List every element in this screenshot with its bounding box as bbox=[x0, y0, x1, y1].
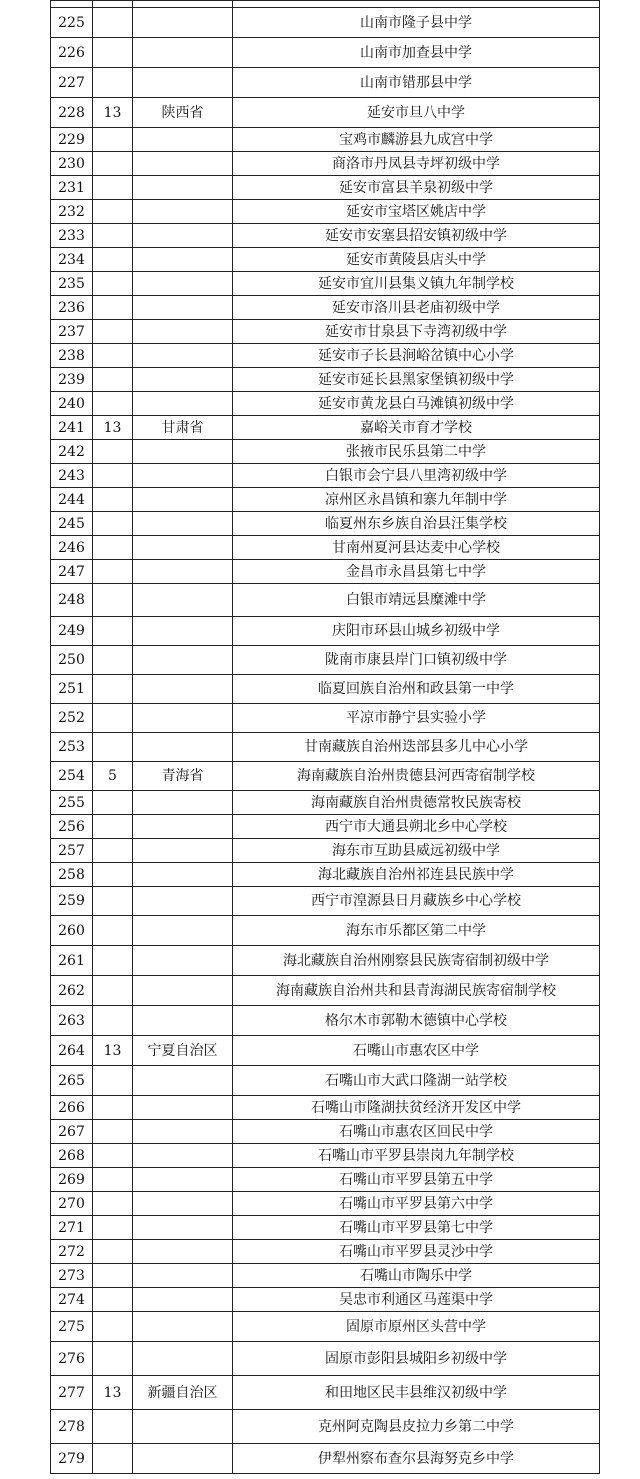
table-row bbox=[51, 1216, 600, 1240]
province-cell bbox=[133, 536, 233, 560]
quota-count-cell: 13 bbox=[93, 1376, 133, 1410]
table-row bbox=[51, 128, 600, 152]
school-name-cell: 庆阳市环县山城乡初级中学 bbox=[233, 617, 600, 646]
province-cell bbox=[133, 224, 233, 248]
school-name-cell: 石嘴山市大武口隆湖一站学校 bbox=[233, 1066, 600, 1096]
school-name-cell: 石嘴山市惠农区中学 bbox=[233, 1036, 600, 1066]
table-row bbox=[51, 1444, 600, 1474]
province-cell bbox=[133, 200, 233, 224]
province-cell bbox=[133, 887, 233, 916]
province-cell bbox=[133, 1168, 233, 1192]
quota-count-cell bbox=[93, 733, 133, 762]
province-cell bbox=[133, 488, 233, 512]
school-name-cell: 石嘴山市隆湖扶贫经济开发区中学 bbox=[233, 1096, 600, 1120]
table-row bbox=[51, 536, 600, 560]
table-row bbox=[51, 1240, 600, 1264]
province-cell bbox=[133, 675, 233, 704]
province-cell bbox=[133, 1444, 233, 1474]
province-cell bbox=[133, 1342, 233, 1376]
table-row bbox=[51, 704, 600, 733]
table-row bbox=[51, 224, 600, 248]
table-row bbox=[51, 584, 600, 617]
school-name-cell: 吴忠市利通区马莲渠中学 bbox=[233, 1288, 600, 1312]
table-row bbox=[51, 68, 600, 98]
school-name-cell: 石嘴山市惠农区回民中学 bbox=[233, 1120, 600, 1144]
school-name-cell bbox=[233, 1, 600, 8]
row-number-cell: 249 bbox=[51, 617, 93, 646]
table-row bbox=[51, 98, 600, 128]
school-name-cell: 延安市子长县涧峪岔镇中心小学 bbox=[233, 344, 600, 368]
row-number-cell: 239 bbox=[51, 368, 93, 392]
province-cell bbox=[133, 1288, 233, 1312]
province-cell bbox=[133, 946, 233, 976]
row-number-cell: 266 bbox=[51, 1096, 93, 1120]
row-number-cell: 225 bbox=[51, 8, 93, 38]
row-number-cell: 237 bbox=[51, 320, 93, 344]
table-row bbox=[51, 839, 600, 863]
school-name-cell: 海南藏族自治州贵德县河西寄宿制学校 bbox=[233, 762, 600, 791]
province-cell bbox=[133, 512, 233, 536]
quota-count-cell bbox=[93, 1240, 133, 1264]
school-name-cell: 临夏回族自治州和政县第一中学 bbox=[233, 675, 600, 704]
school-name-cell: 延安市宝塔区姚店中学 bbox=[233, 200, 600, 224]
quota-count-cell bbox=[93, 68, 133, 98]
school-name-cell: 石嘴山市平罗县第六中学 bbox=[233, 1192, 600, 1216]
table-row bbox=[51, 1342, 600, 1376]
school-name-cell: 固原市原州区头营中学 bbox=[233, 1312, 600, 1342]
row-number-cell: 262 bbox=[51, 976, 93, 1006]
table-row bbox=[51, 272, 600, 296]
quota-count-cell bbox=[93, 1216, 133, 1240]
school-name-cell: 临夏州东乡族自治县汪集学校 bbox=[233, 512, 600, 536]
table-row bbox=[51, 344, 600, 368]
quota-count-cell bbox=[93, 1096, 133, 1120]
quota-count-cell bbox=[93, 976, 133, 1006]
quota-count-cell bbox=[93, 1120, 133, 1144]
table-row bbox=[51, 733, 600, 762]
school-name-cell: 嘉峪关市育才学校 bbox=[233, 416, 600, 440]
quota-count-cell bbox=[93, 1006, 133, 1036]
quota-count-cell bbox=[93, 152, 133, 176]
table-row bbox=[51, 762, 600, 791]
quota-count-cell bbox=[93, 863, 133, 887]
quota-count-cell bbox=[93, 464, 133, 488]
province-cell: 新疆自治区 bbox=[133, 1376, 233, 1410]
school-name-cell: 海北藏族自治州刚察县民族寄宿制初级中学 bbox=[233, 946, 600, 976]
quota-count-cell: 13 bbox=[93, 416, 133, 440]
row-number-cell: 261 bbox=[51, 946, 93, 976]
quota-count-cell bbox=[93, 392, 133, 416]
quota-count-cell bbox=[93, 368, 133, 392]
province-cell bbox=[133, 1312, 233, 1342]
quota-count-cell bbox=[93, 1192, 133, 1216]
row-number-cell: 245 bbox=[51, 512, 93, 536]
table-row bbox=[51, 646, 600, 675]
row-number-cell: 255 bbox=[51, 791, 93, 815]
school-name-cell: 延安市延长县黑家堡镇初级中学 bbox=[233, 368, 600, 392]
quota-count-cell bbox=[93, 646, 133, 675]
table-row bbox=[51, 248, 600, 272]
table-row bbox=[51, 1312, 600, 1342]
school-name-cell: 延安市洛川县老庙初级中学 bbox=[233, 296, 600, 320]
school-name-cell: 海东市互助县威远初级中学 bbox=[233, 839, 600, 863]
table-row bbox=[51, 1168, 600, 1192]
row-number-cell: 264 bbox=[51, 1036, 93, 1066]
row-number-cell: 260 bbox=[51, 916, 93, 946]
school-name-cell: 山南市错那县中学 bbox=[233, 68, 600, 98]
school-name-cell: 石嘴山市平罗县第七中学 bbox=[233, 1216, 600, 1240]
province-cell bbox=[133, 976, 233, 1006]
row-number-cell: 277 bbox=[51, 1376, 93, 1410]
province-cell bbox=[133, 1, 233, 8]
quota-count-cell bbox=[93, 440, 133, 464]
row-number-cell: 238 bbox=[51, 344, 93, 368]
row-number-cell: 240 bbox=[51, 392, 93, 416]
province-cell bbox=[133, 704, 233, 733]
table-row bbox=[51, 617, 600, 646]
province-cell bbox=[133, 1066, 233, 1096]
province-cell bbox=[133, 176, 233, 200]
row-number-cell: 256 bbox=[51, 815, 93, 839]
province-cell: 宁夏自治区 bbox=[133, 1036, 233, 1066]
province-cell bbox=[133, 128, 233, 152]
table-row bbox=[51, 1036, 600, 1066]
table-body bbox=[51, 1, 600, 1474]
table-row bbox=[51, 440, 600, 464]
table-row bbox=[51, 368, 600, 392]
row-number-cell: 244 bbox=[51, 488, 93, 512]
quota-count-cell bbox=[93, 584, 133, 617]
table-row bbox=[51, 815, 600, 839]
school-name-cell: 海南藏族自治州共和县青海湖民族寄宿制学校 bbox=[233, 976, 600, 1006]
table-row bbox=[51, 946, 600, 976]
table-row bbox=[51, 320, 600, 344]
school-name-cell: 平凉市静宁县实验小学 bbox=[233, 704, 600, 733]
row-number-cell: 248 bbox=[51, 584, 93, 617]
province-cell bbox=[133, 1410, 233, 1444]
province-cell bbox=[133, 584, 233, 617]
table-row bbox=[51, 1144, 600, 1168]
row-number-cell: 270 bbox=[51, 1192, 93, 1216]
province-cell bbox=[133, 248, 233, 272]
province-cell bbox=[133, 272, 233, 296]
province-cell bbox=[133, 815, 233, 839]
school-name-cell: 海北藏族自治州祁连县民族中学 bbox=[233, 863, 600, 887]
row-number-cell: 268 bbox=[51, 1144, 93, 1168]
school-name-cell: 陇南市康县岸门口镇初级中学 bbox=[233, 646, 600, 675]
quota-count-cell bbox=[93, 815, 133, 839]
row-number-cell: 228 bbox=[51, 98, 93, 128]
quota-count-cell bbox=[93, 1, 133, 8]
province-cell bbox=[133, 1192, 233, 1216]
quota-count-cell bbox=[93, 791, 133, 815]
table-row bbox=[51, 1410, 600, 1444]
row-number-cell: 278 bbox=[51, 1410, 93, 1444]
quota-count-cell bbox=[93, 946, 133, 976]
quota-count-cell bbox=[93, 320, 133, 344]
school-name-cell: 宝鸡市麟游县九成宫中学 bbox=[233, 128, 600, 152]
quota-count-cell bbox=[93, 128, 133, 152]
school-name-cell: 石嘴山市平罗县第五中学 bbox=[233, 1168, 600, 1192]
school-name-cell: 伊犁州察布查尔县海努克乡中学 bbox=[233, 1444, 600, 1474]
table-row bbox=[51, 296, 600, 320]
school-name-cell: 甘南藏族自治州迭部县多儿中心小学 bbox=[233, 733, 600, 762]
table-row bbox=[51, 512, 600, 536]
table-row bbox=[51, 675, 600, 704]
school-name-cell: 海东市乐都区第二中学 bbox=[233, 916, 600, 946]
row-number-cell: 259 bbox=[51, 887, 93, 916]
province-cell bbox=[133, 1240, 233, 1264]
province-cell bbox=[133, 320, 233, 344]
table-row bbox=[51, 1096, 600, 1120]
quota-count-cell bbox=[93, 248, 133, 272]
table-row bbox=[51, 791, 600, 815]
quota-count-cell bbox=[93, 38, 133, 68]
school-name-cell: 延安市旦八中学 bbox=[233, 98, 600, 128]
row-number-cell: 263 bbox=[51, 1006, 93, 1036]
row-number-cell: 234 bbox=[51, 248, 93, 272]
quota-count-cell bbox=[93, 344, 133, 368]
row-number-cell: 250 bbox=[51, 646, 93, 675]
school-name-cell: 和田地区民丰县维汉初级中学 bbox=[233, 1376, 600, 1410]
table-row bbox=[51, 1, 600, 8]
quota-count-cell bbox=[93, 536, 133, 560]
quota-count-cell bbox=[93, 8, 133, 38]
table-row bbox=[51, 887, 600, 916]
row-number-cell: 236 bbox=[51, 296, 93, 320]
row-number-cell: 269 bbox=[51, 1168, 93, 1192]
row-number-cell: 252 bbox=[51, 704, 93, 733]
row-number-cell: 232 bbox=[51, 200, 93, 224]
province-cell bbox=[133, 8, 233, 38]
school-name-cell: 山南市加查县中学 bbox=[233, 38, 600, 68]
school-name-cell: 格尔木市郭勒木德镇中心学校 bbox=[233, 1006, 600, 1036]
quota-count-cell bbox=[93, 272, 133, 296]
row-number-cell: 241 bbox=[51, 416, 93, 440]
row-number-cell: 274 bbox=[51, 1288, 93, 1312]
school-name-cell: 白银市会宁县八里湾初级中学 bbox=[233, 464, 600, 488]
school-name-cell: 石嘴山市平罗县灵沙中学 bbox=[233, 1240, 600, 1264]
quota-count-cell bbox=[93, 1342, 133, 1376]
province-cell bbox=[133, 368, 233, 392]
quota-count-cell bbox=[93, 916, 133, 946]
row-number-cell: 276 bbox=[51, 1342, 93, 1376]
row-number-cell: 267 bbox=[51, 1120, 93, 1144]
row-number-cell: 254 bbox=[51, 762, 93, 791]
table-row bbox=[51, 176, 600, 200]
table-row bbox=[51, 1006, 600, 1036]
quota-count-cell: 5 bbox=[93, 762, 133, 791]
province-cell bbox=[133, 392, 233, 416]
row-number-cell: 226 bbox=[51, 38, 93, 68]
quota-count-cell bbox=[93, 1444, 133, 1474]
quota-count-cell bbox=[93, 512, 133, 536]
row-number-cell: 251 bbox=[51, 675, 93, 704]
row-number-cell: 275 bbox=[51, 1312, 93, 1342]
quota-count-cell bbox=[93, 1066, 133, 1096]
province-cell bbox=[133, 1120, 233, 1144]
school-name-cell: 山南市隆子县中学 bbox=[233, 8, 600, 38]
school-name-cell: 张掖市民乐县第二中学 bbox=[233, 440, 600, 464]
province-cell: 陕西省 bbox=[133, 98, 233, 128]
school-name-cell: 西宁市大通县朔北乡中心学校 bbox=[233, 815, 600, 839]
province-cell bbox=[133, 791, 233, 815]
quota-count-cell bbox=[93, 1410, 133, 1444]
table-row bbox=[51, 464, 600, 488]
province-cell bbox=[133, 1216, 233, 1240]
row-number-cell: 242 bbox=[51, 440, 93, 464]
province-cell bbox=[133, 464, 233, 488]
row-number-cell: 247 bbox=[51, 560, 93, 584]
table-row bbox=[51, 38, 600, 68]
school-name-cell: 石嘴山市平罗县崇岗九年制学校 bbox=[233, 1144, 600, 1168]
province-cell bbox=[133, 38, 233, 68]
table-row bbox=[51, 416, 600, 440]
quota-count-cell bbox=[93, 176, 133, 200]
school-name-cell: 金昌市永昌县第七中学 bbox=[233, 560, 600, 584]
row-number-cell: 253 bbox=[51, 733, 93, 762]
row-number-cell: 243 bbox=[51, 464, 93, 488]
table-row bbox=[51, 1066, 600, 1096]
table-row bbox=[51, 152, 600, 176]
quota-count-cell bbox=[93, 675, 133, 704]
school-name-cell: 延安市富县羊泉初级中学 bbox=[233, 176, 600, 200]
quota-count-cell bbox=[93, 1312, 133, 1342]
quota-count-cell bbox=[93, 488, 133, 512]
quota-count-cell bbox=[93, 1144, 133, 1168]
table-row bbox=[51, 560, 600, 584]
school-name-cell: 延安市甘泉县下寺湾初级中学 bbox=[233, 320, 600, 344]
quota-count-cell bbox=[93, 560, 133, 584]
province-cell bbox=[133, 733, 233, 762]
province-cell: 甘肃省 bbox=[133, 416, 233, 440]
school-name-cell: 凉州区永昌镇和寨九年制中学 bbox=[233, 488, 600, 512]
quota-count-cell bbox=[93, 200, 133, 224]
quota-count-cell: 13 bbox=[93, 98, 133, 128]
school-name-cell: 延安市宜川县集义镇九年制学校 bbox=[233, 272, 600, 296]
school-name-cell: 延安市安塞县招安镇初级中学 bbox=[233, 224, 600, 248]
table-row bbox=[51, 1264, 600, 1288]
row-number-cell: 265 bbox=[51, 1066, 93, 1096]
province-cell bbox=[133, 1006, 233, 1036]
quota-count-cell bbox=[93, 704, 133, 733]
quota-count-cell bbox=[93, 839, 133, 863]
province-cell bbox=[133, 1096, 233, 1120]
school-name-cell: 延安市黄陵县店头中学 bbox=[233, 248, 600, 272]
province-cell bbox=[133, 1144, 233, 1168]
quota-count-cell: 13 bbox=[93, 1036, 133, 1066]
row-number-cell: 257 bbox=[51, 839, 93, 863]
province-cell bbox=[133, 68, 233, 98]
row-number-cell: 231 bbox=[51, 176, 93, 200]
row-number-cell: 273 bbox=[51, 1264, 93, 1288]
row-number-cell: 271 bbox=[51, 1216, 93, 1240]
province-cell bbox=[133, 916, 233, 946]
province-cell bbox=[133, 560, 233, 584]
school-name-cell: 白银市靖远县糜滩中学 bbox=[233, 584, 600, 617]
table-row bbox=[51, 863, 600, 887]
province-cell bbox=[133, 1264, 233, 1288]
school-name-cell: 海南藏族自治州贵德常牧民族寄校 bbox=[233, 791, 600, 815]
school-name-cell: 克州阿克陶县皮拉力乡第二中学 bbox=[233, 1410, 600, 1444]
table-row bbox=[51, 8, 600, 38]
province-cell bbox=[133, 646, 233, 675]
row-number-cell: 279 bbox=[51, 1444, 93, 1474]
province-cell bbox=[133, 839, 233, 863]
row-number-cell: 235 bbox=[51, 272, 93, 296]
quota-count-cell bbox=[93, 1264, 133, 1288]
quota-count-cell bbox=[93, 887, 133, 916]
row-number-cell: 233 bbox=[51, 224, 93, 248]
row-number-cell: 227 bbox=[51, 68, 93, 98]
province-cell bbox=[133, 863, 233, 887]
school-name-cell: 石嘴山市陶乐中学 bbox=[233, 1264, 600, 1288]
table-row bbox=[51, 1376, 600, 1410]
school-name-cell: 西宁市湟源县日月藏族乡中心学校 bbox=[233, 887, 600, 916]
school-name-cell: 延安市黄龙县白马滩镇初级中学 bbox=[233, 392, 600, 416]
province-cell bbox=[133, 344, 233, 368]
row-number-cell: 230 bbox=[51, 152, 93, 176]
province-cell bbox=[133, 296, 233, 320]
quota-count-cell bbox=[93, 1168, 133, 1192]
table-row bbox=[51, 976, 600, 1006]
quota-count-cell bbox=[93, 617, 133, 646]
school-list-table bbox=[50, 0, 600, 1474]
row-number-cell: 229 bbox=[51, 128, 93, 152]
province-cell: 青海省 bbox=[133, 762, 233, 791]
table-row bbox=[51, 1192, 600, 1216]
row-number-cell: 258 bbox=[51, 863, 93, 887]
quota-count-cell bbox=[93, 224, 133, 248]
table-row bbox=[51, 488, 600, 512]
row-number-cell: 246 bbox=[51, 536, 93, 560]
table-row bbox=[51, 916, 600, 946]
table-row bbox=[51, 200, 600, 224]
school-name-cell: 商洛市丹凤县寺坪初级中学 bbox=[233, 152, 600, 176]
province-cell bbox=[133, 440, 233, 464]
table-row bbox=[51, 1120, 600, 1144]
table-row bbox=[51, 392, 600, 416]
province-cell bbox=[133, 617, 233, 646]
table-row bbox=[51, 1288, 600, 1312]
quota-count-cell bbox=[93, 1288, 133, 1312]
row-number-cell: 272 bbox=[51, 1240, 93, 1264]
school-name-cell: 固原市彭阳县城阳乡初级中学 bbox=[233, 1342, 600, 1376]
province-cell bbox=[133, 152, 233, 176]
quota-count-cell bbox=[93, 296, 133, 320]
row-number-cell bbox=[51, 1, 93, 8]
school-name-cell: 甘南州夏河县达麦中心学校 bbox=[233, 536, 600, 560]
